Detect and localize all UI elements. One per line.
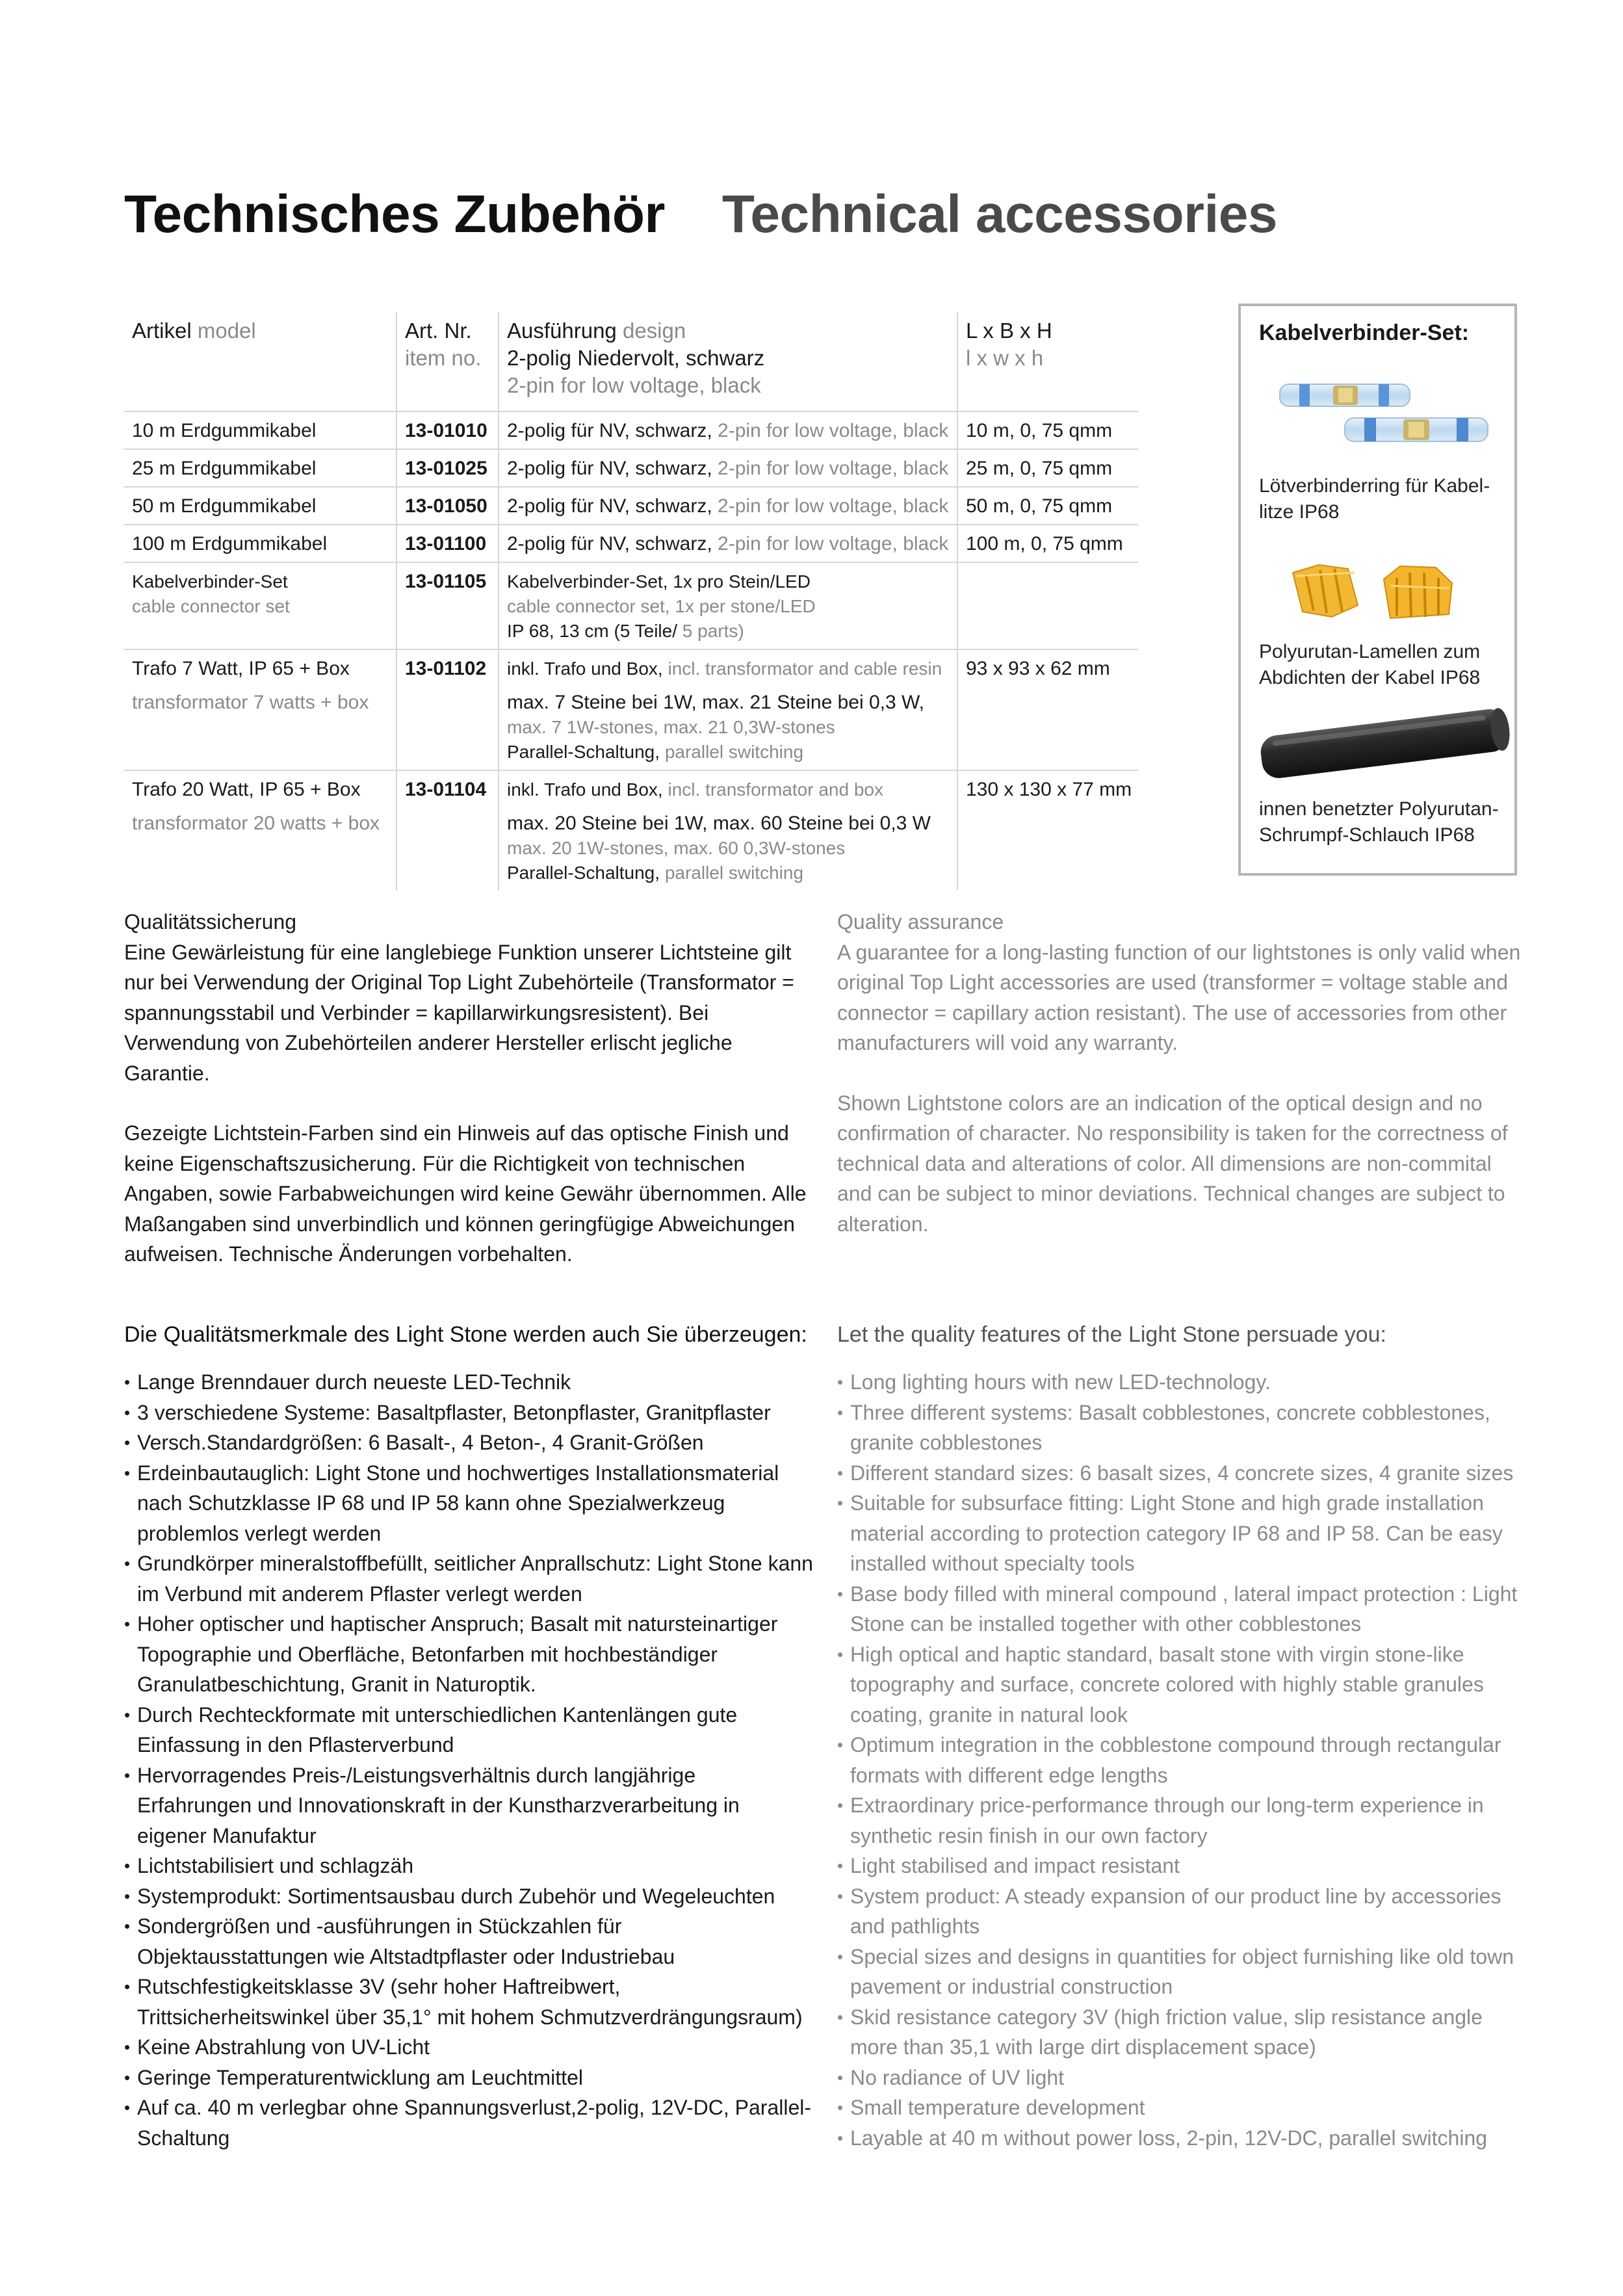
row-design-de: 2-polig für NV, schwarz,: [507, 458, 712, 479]
quality-paragraph-2-de: Gezeigte Lichtstein-Farben sind ein Hinweis auf das optische Finish und keine Eigenschaftszusicherung. Für die Richtigkeit von technischen Angaben, sowie Farbabweichungen wird keine Gewähr übernommen. Alle Maßangaben sind unverbindlich und können geringfügige Abweichungen aufweisen. Technische Änderungen vorbehalten.: [124, 1121, 807, 1266]
quality-paragraph-2-en: Shown Lightstone colors are an indication of the optical design and no confirmation of character. No responsibility is taken for the correctness of technical data and alterations of color. All dimensions are non-commital and can be subject to minor deviations. Technical changes are subject to alteration.: [837, 1091, 1508, 1236]
row-dims: 130 x 130 x 77 mm: [957, 771, 1138, 891]
row-design-en: 2-pin for low voltage, black: [718, 495, 949, 517]
table-row: [124, 650, 1138, 771]
quality-heading-de: Qualitätssicherung: [124, 910, 297, 933]
list-item: • Hoher optischer und haptischer Anspruch; Basalt mit natursteinartiger Topographie und Oberfläche, Betonfarben mit hochbeständiger Granulatbeschichtung, Granit in Naturoptik.: [124, 1609, 813, 1700]
list-item: • Hervorragendes Preis-/Leistungsverhältnis durch langjährige Erfahrungen und Innovationskraft in der Kunstharzverarbeitung in eigener Manufaktur: [124, 1760, 813, 1851]
row-design-line1-de: inkl. Trafo und Box,: [507, 659, 663, 679]
row-design-de: 2-polig für NV, schwarz,: [507, 495, 712, 517]
row-design: [498, 650, 957, 770]
list-item: • Systemprodukt: Sortimentsausbau durch Zubehör und Wegeleuchten: [124, 1881, 813, 1912]
row-dims: 93 x 93 x 62 mm: [957, 650, 1138, 770]
header-model-en: model: [197, 319, 256, 343]
row-design: [498, 525, 957, 562]
page-title: [124, 184, 1277, 245]
list-item: • Suitable for subsurface fitting: Light Stone and high grade installation material according to protection category IP 68 and IP 58. Can be easy installed without specialty tools: [837, 1488, 1526, 1579]
row-design-en: 2-pin for low voltage, black: [718, 420, 949, 441]
list-item: • Geringe Temperaturentwicklung am Leuchtmittel: [124, 2063, 813, 2093]
list-item: • Lichtstabilisiert und schlagzäh: [124, 1851, 813, 1881]
row-dims: 50 m, 0, 75 qmm: [957, 488, 1138, 524]
table-row: [124, 450, 1138, 488]
row-design-line1-en: incl. transformator and cable resin: [668, 659, 942, 679]
shrink-tube-image: [1254, 703, 1514, 781]
row-name-de: Kabelverbinder-Set: [132, 571, 288, 592]
row-name-de: Trafo 7 Watt, IP 65 + Box: [132, 658, 350, 679]
row-artnr: 13-01100: [396, 525, 498, 562]
list-item: • Optimum integration in the cobblestone compound through rectangular formats with different edge lengths: [837, 1730, 1526, 1790]
row-design-line1-de: inkl. Trafo und Box,: [507, 779, 663, 800]
row-design-de: 2-polig für NV, schwarz,: [507, 533, 712, 554]
list-item: • Extraordinary price-performance through our long-term experience in synthetic resin finish in our own factory: [837, 1790, 1526, 1851]
quality-paragraph-1-de: Eine Gewärleistung für eine langlebiege Funktion unserer Lichtsteine gilt nur bei Verwendung der Original Top Light Zubehörteile (Transformator = spannungsstabil und Verbinder = kapillarwirkungsresistent). Bei Verwendung von Zubehörteilen anderer Hersteller erlischt jegliche Garantie.: [124, 940, 794, 1085]
table-row: [124, 488, 1138, 525]
list-item: • No radiance of UV light: [837, 2063, 1526, 2093]
table-row: [124, 525, 1138, 563]
table-row: [124, 412, 1138, 450]
list-item: • Layable at 40 m without power loss, 2-pin, 12V-DC, parallel switching: [837, 2123, 1526, 2154]
row-name: [124, 650, 396, 770]
header-dims-line1: L x B x H: [966, 319, 1052, 343]
row-design-line3: max. 20 1W-stones, max. 60 0,3W-stones: [507, 838, 846, 858]
row-design-line4-de: Parallel-Schaltung,: [507, 742, 660, 762]
header-dims: [957, 312, 1138, 411]
row-design-en: 2-pin for low voltage, black: [718, 458, 949, 479]
header-itemno-de: Art. Nr.: [405, 319, 472, 343]
header-model: [124, 312, 396, 411]
list-item: • Keine Abstrahlung von UV-Licht: [124, 2032, 813, 2063]
header-design-en: design: [622, 319, 686, 343]
row-design-line3: max. 7 1W-stones, max. 21 0,3W-stones: [507, 717, 835, 737]
row-dims: 100 m, 0, 75 qmm: [957, 525, 1138, 562]
lamella-image: [1286, 560, 1468, 625]
row-design-en: cable connector set, 1x per stone/LED: [507, 596, 816, 616]
row-dims: 25 m, 0, 75 qmm: [957, 450, 1138, 486]
connector-set-title: Kabelverbinder-Set:: [1259, 320, 1470, 345]
row-artnr: 13-01010: [396, 412, 498, 449]
row-artnr: 13-01105: [396, 563, 498, 649]
list-item: • System product: A steady expansion of our product line by accessories and pathlights: [837, 1881, 1526, 1942]
row-design-line3-en: 5 parts): [682, 621, 744, 641]
header-design-de: Ausführung: [507, 319, 617, 343]
row-name: [124, 563, 396, 649]
header-design-line3: 2-pin for low voltage, black: [507, 373, 761, 397]
features-heading-en: Let the quality features of the Light Stone persuade you:: [837, 1322, 1386, 1347]
list-item: • Versch.Standardgrößen: 6 Basalt-, 4 Beton-, 4 Granit-Größen: [124, 1428, 813, 1458]
row-design-line2: max. 20 Steine bei 1W, max. 60 Steine bei 0,3 W: [507, 813, 931, 834]
header-dims-line2: l x w x h: [966, 346, 1044, 370]
header-design: [498, 312, 957, 411]
row-design-de: 2-polig für NV, schwarz,: [507, 420, 712, 441]
row-name: [124, 771, 396, 891]
list-item: • Special sizes and designs in quantities for object furnishing like old town pavement or industrial construction: [837, 1942, 1526, 2002]
row-artnr: 13-01050: [396, 488, 498, 524]
quality-en: [837, 907, 1526, 1239]
list-item: • Base body filled with mineral compound , lateral impact protection : Light Stone can be installed together with other cobblestones: [837, 1579, 1526, 1639]
header-model-de: Artikel: [132, 319, 192, 343]
header-itemno: [396, 312, 498, 411]
row-design: [498, 412, 957, 449]
header-design-line2: 2-polig Niedervolt, schwarz: [507, 346, 765, 370]
shrink-tube-caption: innen benetzter Polyurutan-Schrumpf-Schlauch IP68: [1259, 798, 1499, 846]
row-name: 100 m Erdgummikabel: [132, 533, 328, 554]
list-item: • Durch Rechteckformate mit unterschiedlichen Kantenlängen gute Einfassung in den Pflasterverbund: [124, 1700, 813, 1760]
row-name: 25 m Erdgummikabel: [132, 458, 317, 479]
row-design: [498, 563, 957, 649]
row-design-line4-en: parallel switching: [664, 742, 804, 762]
row-design-line3-de: IP 68, 13 cm (5 Teile/: [507, 621, 677, 641]
quality-paragraph-1-en: A guarantee for a long-lasting function of our lightstones is only valid when original Top Light accessories are used (transformer = voltage stable and connector = capillary action resistant). The use of accessories from other manufacturers will void any warranty.: [837, 940, 1521, 1054]
table-row: [124, 563, 1138, 650]
solder-sleeve-image: [1273, 378, 1494, 449]
row-name-en: transformator 7 watts + box: [132, 692, 369, 713]
solder-sleeve-caption: Lötverbinderring für Kabel-litze IP68: [1259, 475, 1490, 523]
row-name-de: Trafo 20 Watt, IP 65 + Box: [132, 779, 361, 800]
quality-heading-en: Quality assurance: [837, 910, 1004, 933]
row-dims: 10 m, 0, 75 qmm: [957, 412, 1138, 449]
table-header: [124, 312, 1138, 412]
list-item: • Light stabilised and impact resistant: [837, 1851, 1526, 1881]
row-design-line4-de: Parallel-Schaltung,: [507, 863, 660, 883]
row-design: [498, 771, 957, 891]
title-de: Technisches Zubehör: [124, 185, 665, 244]
row-design-line2: max. 7 Steine bei 1W, max. 21 Steine bei 0,3 W,: [507, 692, 924, 713]
list-item: • Long lighting hours with new LED-technology.: [837, 1367, 1526, 1398]
table-row: [124, 771, 1138, 891]
accessories-table: [124, 312, 1138, 891]
list-item: • Skid resistance category 3V (high friction value, slip resistance angle more than 35,1 with large dirt displacement space): [837, 2002, 1526, 2063]
title-en: Technical accessories: [721, 185, 1277, 244]
row-design-en: 2-pin for low voltage, black: [718, 533, 949, 554]
row-design: [498, 488, 957, 524]
list-item: • Lange Brenndauer durch neueste LED-Technik: [124, 1367, 813, 1398]
header-itemno-en: item no.: [405, 346, 482, 370]
list-item: • High optical and haptic standard, basalt stone with virgin stone-like topography and surface, concrete colored with highly stable granules coating, granite in natural look: [837, 1639, 1526, 1730]
row-name: 10 m Erdgummikabel: [132, 420, 317, 441]
list-item: • Grundkörper mineralstoffbefüllt, seitlicher Anprallschutz: Light Stone kann im Verbund mit anderem Pflaster verlegt werden: [124, 1548, 813, 1609]
features-list-en: [837, 1367, 1526, 2153]
quality-de: [124, 907, 813, 1270]
row-name-en: transformator 20 watts + box: [132, 813, 380, 834]
connector-set-box: [1238, 304, 1517, 876]
row-artnr: 13-01025: [396, 450, 498, 486]
row-artnr: 13-01104: [396, 771, 498, 891]
row-dims: [957, 563, 1138, 649]
list-item: • 3 verschiedene Systeme: Basaltpflaster, Betonpflaster, Granitpflaster: [124, 1398, 813, 1428]
features-heading-de: Die Qualitätsmerkmale des Light Stone werden auch Sie überzeugen:: [124, 1322, 807, 1347]
list-item: • Sondergrößen und -ausführungen in Stückzahlen für Objektausstattungen wie Altstadtpflaster oder Industriebau: [124, 1911, 813, 1972]
features-list-de: [124, 1367, 813, 2153]
list-item: • Auf ca. 40 m verlegbar ohne Spannungsverlust,2-polig, 12V-DC, Parallel-Schaltung: [124, 2093, 813, 2153]
list-item: • Three different systems: Basalt cobblestones, concrete cobblestones, granite cobblestones: [837, 1398, 1526, 1458]
lamella-caption: Polyurutan-Lamellen zum Abdichten der Kabel IP68: [1259, 641, 1481, 688]
row-design-line1-en: incl. transformator and box: [668, 779, 883, 800]
list-item: • Small temperature development: [837, 2093, 1526, 2123]
list-item: • Rutschfestigkeitsklasse 3V (sehr hoher Haftreibwert, Trittsicherheitswinkel über 35,1° mit hohem Schmutzverdrängungsraum): [124, 1972, 813, 2032]
row-name-en: cable connector set: [132, 596, 290, 616]
row-name: 50 m Erdgummikabel: [132, 495, 317, 517]
list-item: • Different standard sizes: 6 basalt sizes, 4 concrete sizes, 4 granite sizes: [837, 1458, 1526, 1489]
list-item: • Erdeinbautauglich: Light Stone und hochwertiges Installationsmaterial nach Schutzklasse IP 68 und IP 58 kann ohne Spezialwerkzeug problemlos verlegt werden: [124, 1458, 813, 1549]
row-artnr: 13-01102: [396, 650, 498, 770]
row-design-de: Kabelverbinder-Set, 1x pro Stein/LED: [507, 571, 811, 592]
row-design: [498, 450, 957, 486]
row-design-line4-en: parallel switching: [664, 863, 804, 883]
